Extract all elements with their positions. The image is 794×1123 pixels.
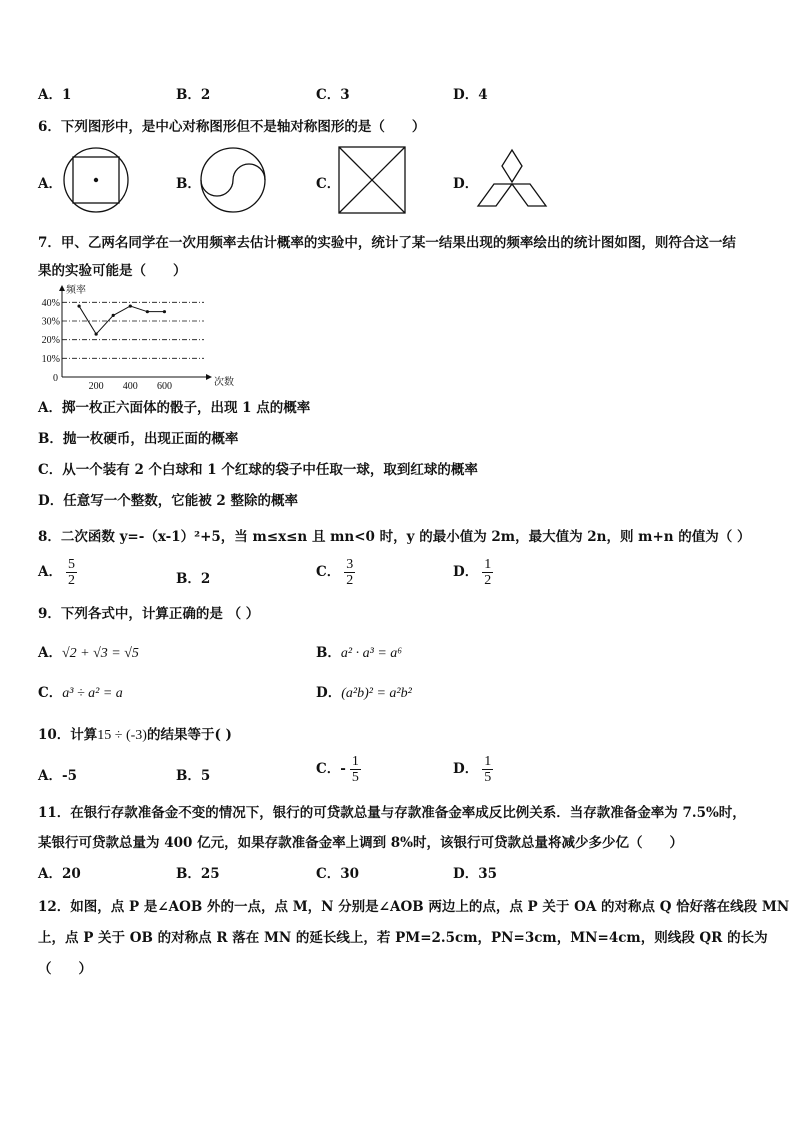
q7-option-c: C．从一个装有 2 个白球和 1 个红球的袋子中任取一球，取到红球的概率 [38, 462, 478, 478]
x-axis-label: 次数 [214, 377, 234, 388]
q7-stem-line2: 果的实验可能是（ ） [38, 263, 187, 279]
q12-stem-line1: 12．如图，点 P 是∠AOB 外的一点，点 M，N 分别是∠AOB 两边上的点，点 P 关于 OA 的对称点 Q 恰好落在线段 MN [38, 899, 790, 915]
y-axis-arrow [59, 285, 65, 291]
q6-figure-b-yinyang [199, 146, 267, 214]
q8-c-fraction: $\frac{3}{2}$ [346, 557, 354, 588]
q6-stem: 6．下列图形中，是中心对称图形但不是轴对称图形的是（ ） [38, 119, 426, 135]
q10-expression: 15 ÷ (-3) [97, 728, 147, 743]
q10-option-a: A．-5 [38, 768, 77, 784]
x-tick-label: 200 [88, 381, 104, 392]
data-point [146, 310, 149, 313]
q11-stem-line2: 某银行可贷款总量为 400 亿元，如果存款准备金率上调到 8%时，该银行可贷款总量将减少多少亿（ ） [38, 835, 683, 851]
q12-stem-line2: 上，点 P 关于 OB 的对称点 R 落在 MN 的延长线上，若 PM=2.5cm，PN=3cm，MN=4cm，则线段 QR 的长为 [38, 930, 768, 946]
data-point [163, 310, 166, 313]
q8-d-fraction: $\frac{1}{2}$ [484, 557, 492, 588]
y-tick-label: 10% [41, 353, 60, 365]
q7-stem-line1: 7．甲、乙两名同学在一次用频率去估计概率的实验中，统计了某一结果出现的频率绘出的统计图如图，则符合这一结 [38, 235, 736, 251]
y-axis-label: 频率 [66, 285, 86, 296]
q8-option-c: C． $\frac{3}{2}$ [316, 557, 354, 588]
q9-option-d: D．(a²b)² = a²b² [316, 685, 412, 701]
q9-option-c: C．a³ ÷ a² = a [38, 685, 123, 701]
q11-option-a: A．20 [38, 866, 81, 882]
q8-a-fraction: $\frac{5}{2}$ [67, 557, 75, 588]
q8-option-d: D． $\frac{1}{2}$ [453, 557, 492, 588]
q6-figure-d-three-rhombi [476, 148, 548, 208]
q10-c-fraction: $\frac{1}{5}$ [351, 754, 359, 785]
frequency-series-line [79, 306, 164, 334]
q6-figure-a-circle-square [62, 146, 130, 214]
x-tick-label: 600 [156, 381, 172, 392]
data-point [77, 304, 80, 307]
q11-option-c: C．30 [316, 866, 360, 882]
q5-option-d: D．4 [453, 87, 488, 103]
q10-option-d: D． $\frac{1}{5}$ [453, 754, 492, 785]
q8-option-a: A． $\frac{5}{2}$ [38, 557, 75, 588]
q9-option-b: B．a² · a³ = a⁶ [316, 645, 403, 661]
q9-a-expression: √2 + √3 = √5 [61, 646, 139, 661]
q5-option-b: B．2 [176, 87, 211, 103]
q11-option-b: B．25 [176, 866, 220, 882]
data-point [112, 314, 115, 317]
q6-figure-c-square-cross [338, 146, 406, 214]
q10-d-fraction: $\frac{1}{5}$ [484, 754, 492, 785]
y-tick-label: 40% [41, 297, 60, 309]
q10-stem: 10．计算15 ÷ (-3)的结果等于( ) [38, 727, 232, 743]
q6-option-b-label: B． [176, 176, 201, 192]
q11-stem-line1: 11．在银行存款准备金不变的情况下，银行的可贷款总量与存款准备金率成反比例关系．当存款准备金率为 7.5%时， [38, 805, 746, 821]
q9-c-expression: a³ ÷ a² = a [62, 686, 123, 701]
q9-d-expression: (a²b)² = a²b² [341, 686, 412, 701]
q8-stem: 8．二次函数 y=-（x-1）²+5，当 m≤x≤n 且 mn<0 时，y 的最小值为 2m，最大值为 2n，则 m+n 的值为（ ） [38, 529, 751, 545]
q10-option-c: C．- $\frac{1}{5}$ [316, 754, 359, 785]
q12-stem-line3: （ ） [38, 961, 92, 977]
q7-option-b: B．抛一枚硬币，出现正面的概率 [38, 431, 239, 447]
data-point [95, 332, 98, 335]
q7-option-a: A．掷一枚正六面体的骰子，出现 1 点的概率 [38, 400, 311, 416]
q11-option-d: D．35 [453, 866, 497, 882]
q5-option-a: A．1 [38, 87, 72, 103]
y-tick-label: 30% [41, 316, 60, 328]
q6-option-c-label: C． [316, 176, 341, 192]
origin-label: 0 [53, 373, 58, 384]
q6-option-a-label: A． [38, 176, 62, 192]
y-tick-label: 20% [41, 335, 60, 347]
q6-option-d-label: D． [453, 176, 479, 192]
q5-option-c: C．3 [316, 87, 350, 103]
q9-stem: 9．下列各式中，计算正确的是 （ ） [38, 606, 260, 622]
q9-b-expression: a² · a³ = a⁶ [340, 646, 403, 661]
q10-option-b: B．5 [176, 768, 211, 784]
q8-option-b: B．2 [176, 571, 211, 587]
frequency-chart [30, 283, 234, 393]
x-tick-label: 400 [122, 381, 138, 392]
q9-option-a: A．√2 + √3 = √5 [38, 645, 139, 661]
q7-option-d: D．任意写一个整数，它能被 2 整除的概率 [38, 493, 298, 509]
x-axis-arrow [206, 374, 212, 380]
data-point [129, 304, 132, 307]
